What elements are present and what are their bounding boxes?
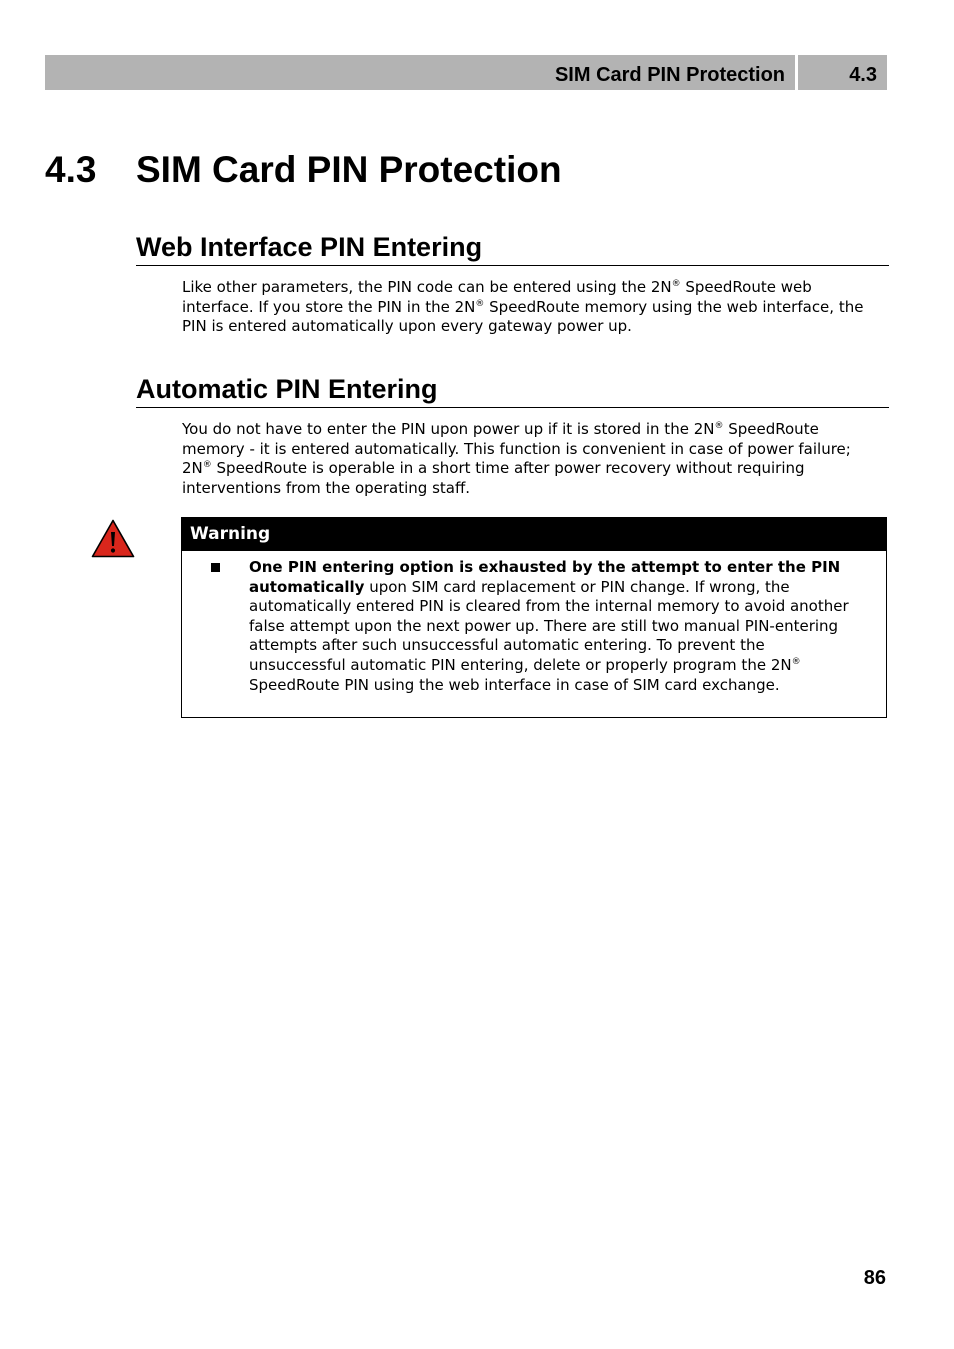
warning-bold-text: One PIN entering option is exhausted by the attempt to enter the PIN automatically [249,558,841,596]
registered-mark: ® [671,279,681,289]
registered-mark: ® [202,460,212,471]
registered-mark: ® [475,298,485,309]
registered-mark: ® [714,421,724,431]
warning-text: One PIN entering option is exhausted by the attempt to enter the PIN automatically upon SIM card replacement or PIN change. If wrong, the automatically entered PIN is cleared from the internal memory to avoid another false attempt upon the next power up. There are still two manual PIN-entering attempts after such unsuccessful automatic entering. To prevent the unsuccessful automatic PIN entering, delete or properly program the 2N® SpeedRoute PIN using the web interface in case of SIM card exchange. [249,558,849,694]
chapter-title-text: SIM Card PIN Protection [136,149,562,190]
running-header-bar [45,55,795,90]
paragraph-web-interface: Like other parameters, the PIN code can be entered using the 2N® SpeedRoute web interface. If you store the PIN in the 2N® SpeedRoute memory using the web interface, the PIN is entered automatically upon every gateway power up. [182,278,864,336]
section-title-web-interface: Web Interface PIN Entering [136,231,889,266]
chapter-title [45,148,562,192]
page-number: 86 [863,1267,886,1289]
running-header-number-box [798,55,887,90]
warning-heading: Warning [182,518,886,551]
section-title-automatic: Automatic PIN Entering [136,373,889,408]
registered-mark: ® [791,656,801,667]
bullet-square-icon [211,563,220,572]
running-header-number: 4.3 [849,64,877,86]
warning-triangle-icon [91,519,135,558]
warning-box [181,517,887,718]
running-header-title: SIM Card PIN Protection [554,64,785,86]
chapter-number: 4.3 [45,149,97,190]
paragraph-automatic: You do not have to enter the PIN upon power up if it is stored in the 2N® SpeedRoute memory - it is entered automatically. This function is convenient in case of power failure; 2N® SpeedRoute is operable in a short time after power recovery without requiring interventions from the operating staff. [182,420,851,498]
